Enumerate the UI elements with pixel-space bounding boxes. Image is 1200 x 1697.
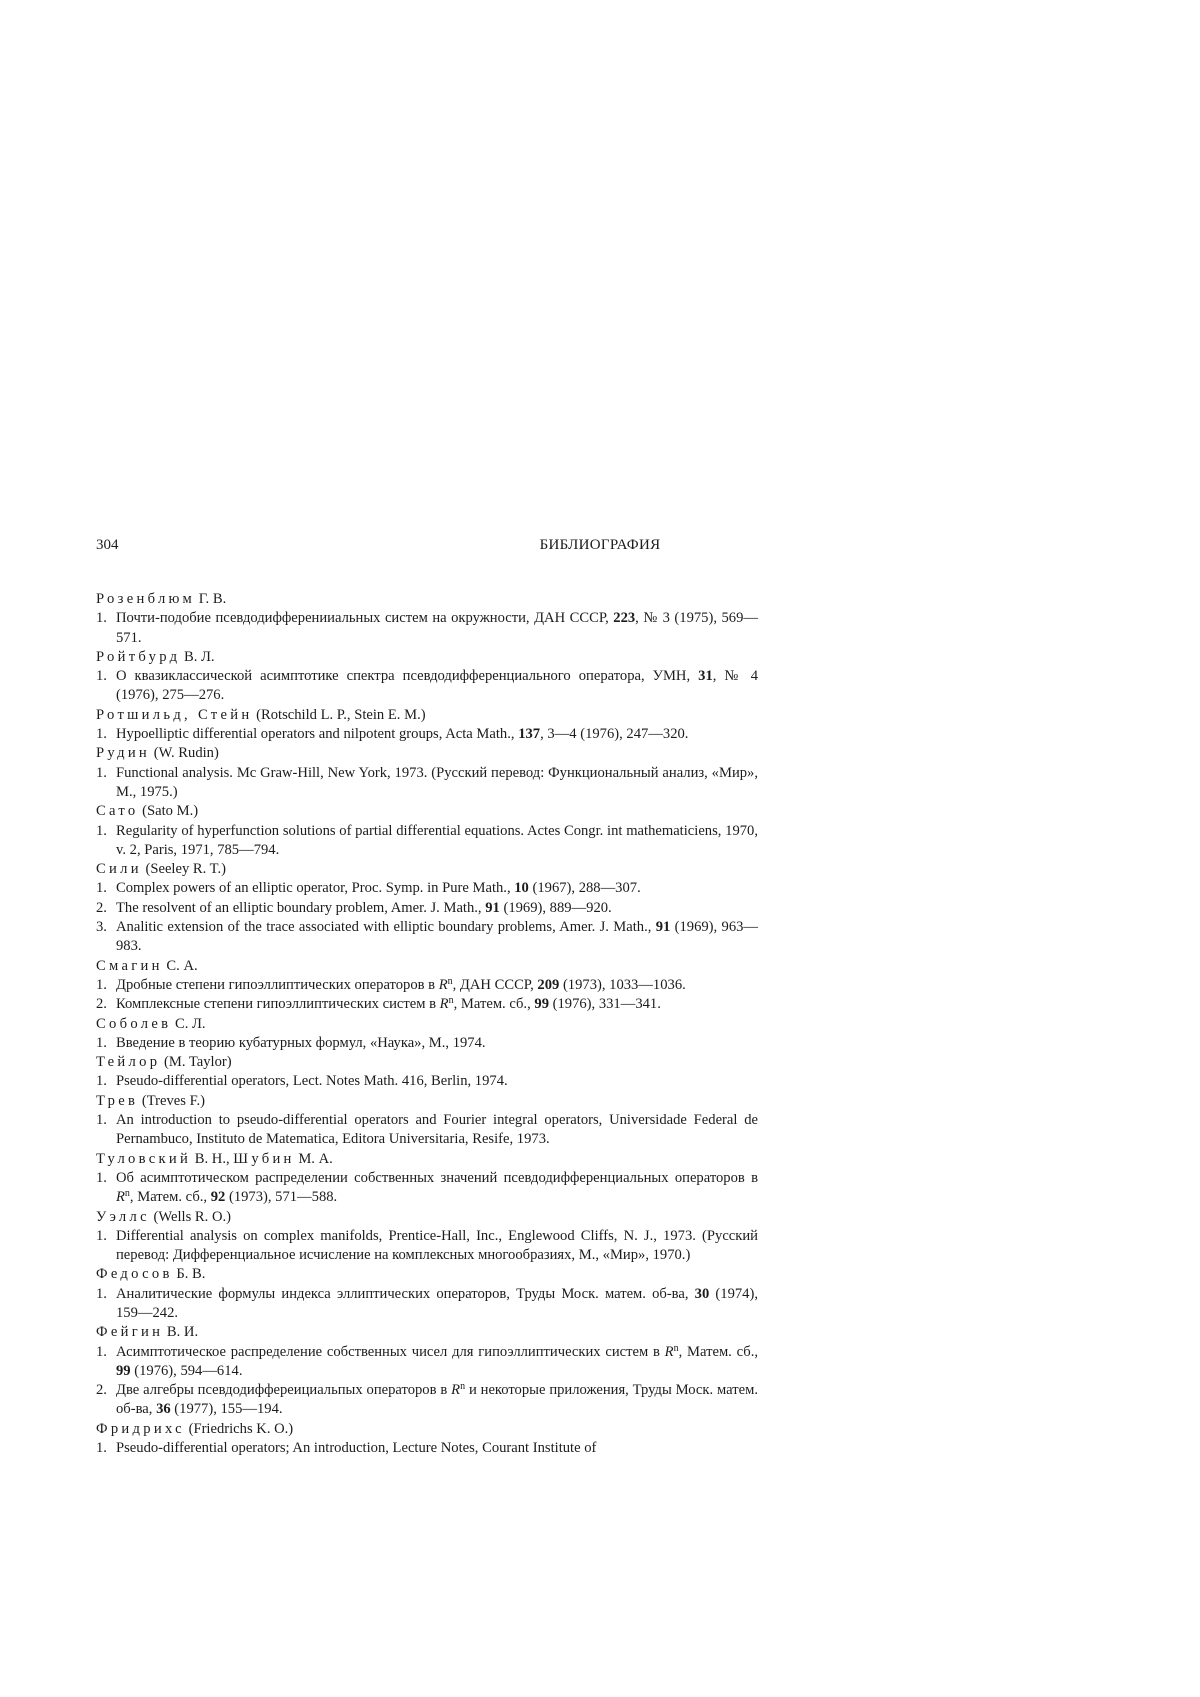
entry-number: 1. [96, 822, 107, 839]
entry-text: Аналитические формулы индекса эллиптических операторов, Труды Моск. матем. об-ва, [116, 1285, 695, 1302]
author-heading [96, 860, 758, 879]
bibliography-entry [96, 764, 758, 803]
entry-number: 1. [96, 1227, 107, 1244]
bibliography-entry [96, 609, 758, 648]
author-heading [96, 1323, 758, 1342]
entry-number: 2. [96, 1382, 107, 1399]
author-details: Б. В. [176, 1266, 206, 1283]
bibliography-entry [96, 1111, 758, 1150]
author-details: (Treves F.) [141, 1092, 206, 1109]
entry-number: 2. [96, 899, 107, 916]
entry-text: Введение в теорию кубатурных формул, «Наука», М., 1974. [116, 1034, 486, 1051]
author-heading [96, 802, 758, 821]
bibliography-entry [96, 918, 758, 957]
entry-number: 3. [96, 919, 107, 936]
author-details: М. А. [298, 1150, 333, 1167]
entry-text: Analitic extension of the trace associated with elliptic boundary problems, Amer. J. Math., [116, 919, 656, 936]
author-name: Соболев [96, 1015, 172, 1032]
author-heading [96, 744, 758, 763]
author-details: (Friedrichs K. O.) [188, 1420, 294, 1437]
author-details: В. Н., [194, 1150, 234, 1167]
bibliography-entry [96, 822, 758, 861]
entry-text: Differential analysis on complex manifolds, Prentice-Hall, Inc., Englewood Cliffs, N. J., 1973. (Русский перевод: Дифференциальное исчисление на комплексных многообразиях, М., «Мир», 1970.) [116, 1227, 758, 1264]
entry-text: О квазиклассической асимптотике спектра псевдодифференциального оператора, УМН, [116, 668, 699, 685]
entry-number: 1. [96, 1285, 107, 1302]
author-details: С. А. [166, 957, 198, 974]
entry-number: 1. [96, 880, 107, 897]
entry-text: (1976), 331—341. [548, 996, 661, 1013]
volume-number: 99 [116, 1362, 131, 1379]
entry-text: Pseudo-differential operators; An introduction, Lecture Notes, Courant Institute of [116, 1440, 597, 1457]
volume-number: 137 [518, 726, 541, 743]
bibliography-entry [96, 1034, 758, 1053]
author-name: Федосов [96, 1266, 173, 1283]
entry-text: Hypoelliptic differential operators and nilpotent groups, Acta Math., [116, 726, 519, 743]
entry-number: 1. [96, 976, 107, 993]
author-name: Тейлор [96, 1054, 161, 1071]
entry-text: (1976), 594—614. [130, 1362, 243, 1379]
bibliography-entry [96, 1285, 758, 1324]
bibliography-entry [96, 879, 758, 898]
entry-text: An introduction to pseudo-differential operators and Fourier integral operators, Universidade Federal de Pernambuco, Instituto de Matematica, Editora Universitaria, Resife, 1973. [116, 1112, 758, 1148]
entry-text: Complex powers of an elliptic operator, Proc. Symp. in Pure Math., [116, 880, 515, 897]
entry-text: Асимптотическое распределение собственных чисел для гипоэллиптических систем в [116, 1343, 665, 1360]
entry-text: (1967), 288—307. [528, 880, 641, 897]
entry-text: (1973), 1033—1036. [559, 976, 686, 993]
entry-text: Functional analysis. Mc Graw-Hill, New York, 1973. (Русский перевод: Функциональный анализ, «Мир», М., 1975.) [116, 764, 758, 800]
author-name: Фридрихс [96, 1420, 185, 1437]
volume-number: 209 [537, 976, 560, 993]
author-name: Сато [96, 803, 139, 820]
bibliography-entry [96, 725, 758, 744]
author-heading [96, 1053, 758, 1072]
entry-number: 1. [96, 1440, 107, 1457]
math-symbol: R [439, 996, 449, 1013]
entry-text: (1974), 159—242. [116, 1285, 758, 1321]
entry-text: (1969), 963—983. [116, 919, 759, 955]
bibliography-entry [96, 667, 758, 706]
author-details: Г. В. [198, 591, 227, 607]
author-name: Ройтбурд [96, 648, 181, 665]
author-heading [96, 1015, 758, 1034]
entry-number: 1. [96, 764, 107, 781]
bibliography-entry [96, 899, 758, 918]
author-name: Розенблюм [96, 591, 196, 607]
author-heading [96, 1208, 758, 1227]
entry-text: , 3—4 (1976), 247—320. [540, 726, 689, 743]
author-details: (M. Taylor) [163, 1054, 232, 1071]
bibliography-entry [96, 1381, 758, 1420]
math-superscript: n [448, 995, 454, 1007]
author-name: Шубин [233, 1150, 295, 1167]
author-name: Смагин [96, 957, 163, 974]
bibliography-entry [96, 995, 758, 1014]
entry-text: , Матем. сб., [453, 996, 535, 1013]
author-name: Сили [96, 861, 142, 878]
author-name: Трев [96, 1092, 139, 1109]
math-superscript: n [460, 1381, 466, 1393]
entry-text: Две алгебры псевдодиффереициальпых операторов в [116, 1382, 452, 1399]
volume-number: 10 [514, 880, 529, 897]
author-details: (W. Rudin) [153, 745, 219, 762]
entry-text: Комплексные степени гипоэллиптических систем в [116, 996, 440, 1013]
entry-number: 1. [96, 1343, 107, 1360]
author-heading [96, 1092, 758, 1111]
bibliography-list [96, 590, 758, 1458]
entry-text: , Матем. сб., [129, 1189, 211, 1206]
entry-number: 1. [96, 1112, 107, 1129]
author-details: (Rotschild L. P., Stein E. M.) [256, 706, 426, 723]
volume-number: 223 [613, 610, 636, 627]
entry-text: , № 3 (1975), 569—571. [116, 610, 758, 646]
math-symbol: R [116, 1189, 125, 1206]
author-heading [96, 1150, 758, 1169]
entry-number: 2. [96, 996, 107, 1013]
entry-number: 1. [96, 1169, 107, 1186]
author-name: Туловский [96, 1150, 192, 1167]
entry-text: Об асимптотическом распределении собственных значений псевдодифференциальных операторов в [116, 1169, 758, 1186]
author-name: Рудин [96, 745, 151, 762]
volume-number: 91 [485, 899, 500, 916]
entry-text: Дробные степени гипоэллиптических операторов в [116, 976, 439, 993]
author-details: (Wells R. O.) [153, 1208, 231, 1225]
math-symbol: R [438, 976, 448, 993]
running-title: БИБЛИОГРАФИЯ [539, 537, 661, 553]
volume-number: 36 [156, 1401, 171, 1418]
bibliography-entry [96, 1227, 758, 1266]
author-heading [96, 1420, 758, 1439]
entry-number: 1. [96, 1034, 107, 1051]
math-superscript: n [673, 1342, 679, 1354]
entry-text: (1969), 889—920. [499, 899, 612, 916]
math-symbol: R [664, 1343, 674, 1360]
entry-text: , Матем. сб., [678, 1343, 758, 1360]
author-details: (Sato M.) [142, 803, 199, 820]
author-details: С. Л. [174, 1015, 206, 1032]
volume-number: 91 [655, 919, 671, 936]
author-details: В. И. [166, 1324, 199, 1341]
page-number: 304 [96, 537, 119, 553]
author-heading [96, 1265, 758, 1284]
entry-text: The resolvent of an elliptic boundary problem, Amer. J. Math., [116, 899, 486, 916]
entry-text: (1977), 155—194. [170, 1401, 283, 1418]
bibliography-entry [96, 1072, 758, 1091]
volume-number: 31 [698, 668, 713, 685]
math-symbol: R [451, 1382, 461, 1399]
entry-text: , № 4 (1976), 275—276. [116, 668, 758, 704]
math-superscript: n [124, 1188, 130, 1200]
entry-text: , ДАН СССР, [452, 976, 538, 993]
volume-number: 30 [694, 1285, 710, 1302]
author-details: (Seeley R. T.) [145, 861, 227, 878]
volume-number: 92 [210, 1189, 226, 1206]
entry-text: Почти-подобие псевдодифференииальных систем на окружности, ДАН СССР, [116, 610, 614, 627]
entry-text: (1973), 571—588. [225, 1189, 338, 1206]
entry-number: 1. [96, 668, 107, 685]
entry-text: Pseudo-differential operators, Lect. Notes Math. 416, Berlin, 1974. [116, 1073, 508, 1090]
bibliography-entry [96, 976, 758, 995]
author-name: Ротшильд, Стейн [96, 706, 253, 723]
author-name: Уэллс [96, 1208, 150, 1225]
bibliography-entry [96, 1169, 758, 1208]
math-superscript: n [447, 975, 453, 987]
entry-number: 1. [96, 726, 107, 743]
author-heading [96, 648, 758, 667]
author-heading [96, 590, 758, 609]
entry-number: 1. [96, 1073, 107, 1090]
bibliography-entry [96, 1343, 758, 1382]
bibliography-entry [96, 1439, 758, 1458]
author-heading [96, 957, 758, 976]
entry-text: и некоторые приложения, Труды Моск. матем. об-ва, [116, 1382, 758, 1418]
entry-text: Regularity of hyperfunction solutions of partial differential equations. Actes Congr. int mathematiciens, 1970, v. 2, Paris, 1971, 785—794. [116, 822, 758, 858]
volume-number: 99 [534, 996, 549, 1013]
author-name: Фейгин [96, 1324, 164, 1341]
author-heading [96, 706, 758, 725]
author-details: В. Л. [184, 648, 215, 665]
entry-number: 1. [96, 610, 107, 627]
